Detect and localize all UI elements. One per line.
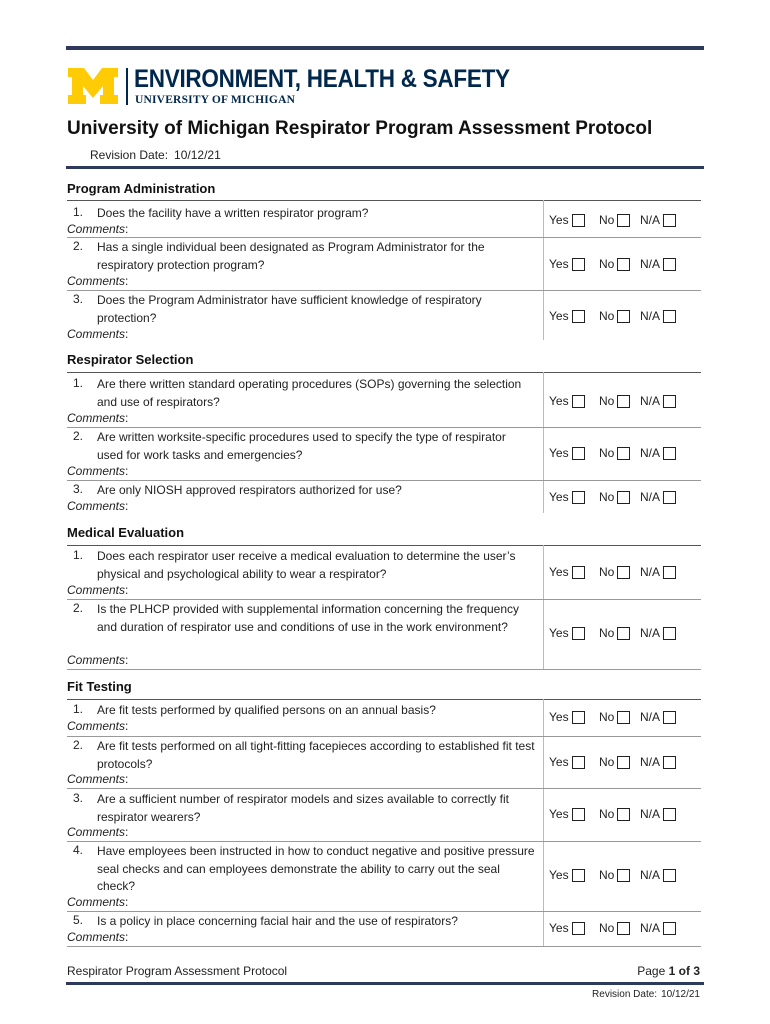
section-rule bbox=[67, 200, 701, 201]
question-number: 1. bbox=[73, 548, 84, 562]
block-m-logo-icon bbox=[68, 68, 118, 104]
no-checkbox[interactable] bbox=[617, 922, 630, 935]
na-checkbox[interactable] bbox=[663, 258, 676, 271]
page-indicator: Page 1 of 3 bbox=[637, 964, 700, 978]
question-text: Are only NIOSH approved respirators authorized for use? bbox=[97, 483, 402, 497]
question-number: 3. bbox=[73, 791, 84, 805]
question-number: 2. bbox=[73, 429, 84, 443]
question-number: 1. bbox=[73, 205, 84, 219]
question-text: Does the Program Administrator have sufficient knowledge of respiratory protection? bbox=[97, 293, 482, 325]
na-checkbox[interactable] bbox=[663, 566, 676, 579]
no-option: No bbox=[599, 213, 630, 227]
answer-options bbox=[549, 446, 689, 464]
revision-label: Revision Date: bbox=[90, 148, 169, 162]
yes-checkbox[interactable] bbox=[572, 756, 585, 769]
comments-label: Comments: bbox=[67, 583, 129, 597]
answer-options bbox=[549, 710, 689, 728]
na-checkbox[interactable] bbox=[663, 711, 676, 724]
na-option: N/A bbox=[640, 490, 676, 504]
org-subtitle: UNIVERSITY OF MICHIGAN bbox=[135, 94, 296, 106]
na-option: N/A bbox=[640, 565, 676, 579]
eh-and-s-logo bbox=[68, 65, 538, 108]
question-number: 5. bbox=[73, 913, 84, 927]
item-rule bbox=[67, 290, 701, 291]
na-checkbox[interactable] bbox=[663, 214, 676, 227]
yes-option: Yes bbox=[549, 626, 585, 640]
no-option: No bbox=[599, 755, 630, 769]
yes-checkbox[interactable] bbox=[572, 808, 585, 821]
no-checkbox[interactable] bbox=[617, 756, 630, 769]
na-option: N/A bbox=[640, 257, 676, 271]
na-option: N/A bbox=[640, 394, 676, 408]
yes-checkbox[interactable] bbox=[572, 214, 585, 227]
section-title-respirator-selection: Respirator Selection bbox=[67, 352, 194, 367]
yes-option: Yes bbox=[549, 710, 585, 724]
no-checkbox[interactable] bbox=[617, 627, 630, 640]
section-title-program-administration: Program Administration bbox=[67, 181, 216, 196]
yes-option: Yes bbox=[549, 921, 585, 935]
answer-options bbox=[549, 394, 689, 412]
na-checkbox[interactable] bbox=[663, 395, 676, 408]
no-checkbox[interactable] bbox=[617, 310, 630, 323]
na-option: N/A bbox=[640, 921, 676, 935]
yes-option: Yes bbox=[549, 807, 585, 821]
item-rule bbox=[67, 237, 701, 238]
no-option: No bbox=[599, 626, 630, 640]
answer-options bbox=[549, 868, 689, 886]
comments-label: Comments: bbox=[67, 411, 129, 425]
comments-label: Comments: bbox=[67, 327, 129, 341]
na-option: N/A bbox=[640, 309, 676, 323]
no-option: No bbox=[599, 565, 630, 579]
column-divider bbox=[543, 200, 544, 340]
yes-checkbox[interactable] bbox=[572, 310, 585, 323]
org-title: ENVIRONMENT, HEALTH & SAFETY bbox=[134, 65, 510, 93]
item-rule bbox=[67, 841, 701, 842]
no-option: No bbox=[599, 921, 630, 935]
question-text: Are there written standard operating procedures (SOPs) governing the selection and use of respirators? bbox=[97, 377, 522, 409]
yes-checkbox[interactable] bbox=[572, 566, 585, 579]
comments-label: Comments: bbox=[67, 930, 129, 944]
no-checkbox[interactable] bbox=[617, 447, 630, 460]
na-option: N/A bbox=[640, 807, 676, 821]
na-checkbox[interactable] bbox=[663, 447, 676, 460]
no-option: No bbox=[599, 446, 630, 460]
yes-checkbox[interactable] bbox=[572, 258, 585, 271]
comments-label: Comments: bbox=[67, 825, 129, 839]
column-divider bbox=[543, 372, 544, 513]
answer-options bbox=[549, 309, 689, 327]
na-checkbox[interactable] bbox=[663, 310, 676, 323]
question-text: Is the PLHCP provided with supplemental information concerning the frequency and duration of respirator use and conditions of use in the work environment? bbox=[97, 602, 520, 634]
item-rule bbox=[67, 946, 701, 947]
na-checkbox[interactable] bbox=[663, 491, 676, 504]
answer-options bbox=[549, 213, 689, 231]
question-number: 2. bbox=[73, 601, 84, 615]
yes-checkbox[interactable] bbox=[572, 447, 585, 460]
na-option: N/A bbox=[640, 868, 676, 882]
item-rule bbox=[67, 427, 701, 428]
question-number: 2. bbox=[73, 239, 84, 253]
yes-option: Yes bbox=[549, 565, 585, 579]
logo-divider bbox=[126, 68, 128, 105]
no-checkbox[interactable] bbox=[617, 258, 630, 271]
question-text: Does the facility have a written respirator program? bbox=[97, 206, 369, 220]
answer-options bbox=[549, 755, 689, 773]
question-text: Is a policy in place concerning facial hair and the use of respirators? bbox=[97, 914, 458, 928]
no-checkbox[interactable] bbox=[617, 214, 630, 227]
question-number: 4. bbox=[73, 843, 84, 857]
question-text: Are written worksite-specific procedures used to specify the type of respirator used for work tasks and emergencies? bbox=[97, 430, 506, 462]
yes-checkbox[interactable] bbox=[572, 869, 585, 882]
comments-label: Comments: bbox=[67, 653, 129, 667]
revision-date: 10/12/21 bbox=[174, 148, 221, 162]
yes-option: Yes bbox=[549, 394, 585, 408]
section-rule bbox=[67, 545, 701, 546]
comments-label: Comments: bbox=[67, 719, 129, 733]
question-text: Does each respirator user receive a medical evaluation to determine the user’s physical and psychological ability to wear a respirator? bbox=[97, 549, 516, 581]
column-divider bbox=[543, 545, 544, 669]
item-rule bbox=[67, 911, 701, 912]
yes-option: Yes bbox=[549, 257, 585, 271]
no-option: No bbox=[599, 490, 630, 504]
no-option: No bbox=[599, 394, 630, 408]
question-number: 3. bbox=[73, 292, 84, 306]
no-checkbox[interactable] bbox=[617, 711, 630, 724]
no-checkbox[interactable] bbox=[617, 491, 630, 504]
na-checkbox[interactable] bbox=[663, 922, 676, 935]
question-text: Are fit tests performed on all tight-fitting facepieces according to established fit test protocols? bbox=[97, 739, 535, 771]
yes-checkbox[interactable] bbox=[572, 627, 585, 640]
na-checkbox[interactable] bbox=[663, 869, 676, 882]
na-checkbox[interactable] bbox=[663, 627, 676, 640]
question-number: 1. bbox=[73, 702, 84, 716]
na-option: N/A bbox=[640, 626, 676, 640]
footer-document-name: Respirator Program Assessment Protocol bbox=[67, 964, 288, 978]
comments-label: Comments: bbox=[67, 499, 129, 513]
no-checkbox[interactable] bbox=[617, 566, 630, 579]
question-text: Has a single individual been designated as Program Administrator for the respiratory protection program? bbox=[97, 240, 485, 272]
yes-option: Yes bbox=[549, 213, 585, 227]
question-text: Are fit tests performed by qualified persons on an annual basis? bbox=[97, 703, 436, 717]
answer-options bbox=[549, 626, 689, 644]
na-checkbox[interactable] bbox=[663, 808, 676, 821]
no-checkbox[interactable] bbox=[617, 395, 630, 408]
yes-option: Yes bbox=[549, 309, 585, 323]
no-option: No bbox=[599, 257, 630, 271]
comments-label: Comments: bbox=[67, 274, 129, 288]
footer-rule bbox=[66, 982, 704, 985]
na-option: N/A bbox=[640, 755, 676, 769]
no-checkbox[interactable] bbox=[617, 869, 630, 882]
question-text: Are a sufficient number of respirator models and sizes available to correctly fit respirator wearers? bbox=[97, 792, 509, 824]
yes-option: Yes bbox=[549, 755, 585, 769]
answer-options bbox=[549, 257, 689, 275]
item-rule bbox=[67, 599, 701, 600]
footer-revision: Revision Date: 10/12/21 bbox=[592, 989, 700, 1000]
title-rule bbox=[66, 166, 704, 169]
yes-checkbox[interactable] bbox=[572, 922, 585, 935]
question-number: 3. bbox=[73, 482, 84, 496]
answer-options bbox=[549, 921, 689, 939]
comments-label: Comments: bbox=[67, 895, 129, 909]
na-option: N/A bbox=[640, 710, 676, 724]
answer-options bbox=[549, 807, 689, 825]
comments-label: Comments: bbox=[67, 772, 129, 786]
section-title-medical-evaluation: Medical Evaluation bbox=[67, 525, 185, 540]
na-checkbox[interactable] bbox=[663, 756, 676, 769]
no-option: No bbox=[599, 710, 630, 724]
header-rule bbox=[66, 46, 704, 50]
na-option: N/A bbox=[640, 213, 676, 227]
answer-options bbox=[549, 565, 689, 583]
no-option: No bbox=[599, 807, 630, 821]
item-rule bbox=[67, 669, 701, 670]
yes-checkbox[interactable] bbox=[572, 395, 585, 408]
question-number: 2. bbox=[73, 738, 84, 752]
yes-checkbox[interactable] bbox=[572, 711, 585, 724]
comments-label: Comments: bbox=[67, 464, 129, 478]
question-number: 1. bbox=[73, 376, 84, 390]
answer-options bbox=[549, 490, 689, 508]
na-option: N/A bbox=[640, 446, 676, 460]
item-rule bbox=[67, 736, 701, 737]
document-title: University of Michigan Respirator Program Assessment Protocol bbox=[67, 118, 653, 139]
no-checkbox[interactable] bbox=[617, 808, 630, 821]
item-rule bbox=[67, 788, 701, 789]
section-rule bbox=[67, 372, 701, 373]
revision-line bbox=[90, 148, 221, 162]
yes-option: Yes bbox=[549, 446, 585, 460]
comments-label: Comments: bbox=[67, 222, 129, 236]
no-option: No bbox=[599, 309, 630, 323]
yes-option: Yes bbox=[549, 868, 585, 882]
yes-option: Yes bbox=[549, 490, 585, 504]
yes-checkbox[interactable] bbox=[572, 491, 585, 504]
section-rule bbox=[67, 699, 701, 700]
question-text: Have employees been instructed in how to conduct negative and positive pressure seal checks and can employees demonstrate the ability to carry out the seal check? bbox=[97, 844, 535, 893]
item-rule bbox=[67, 480, 701, 481]
section-title-fit-testing: Fit Testing bbox=[67, 679, 132, 694]
no-option: No bbox=[599, 868, 630, 882]
